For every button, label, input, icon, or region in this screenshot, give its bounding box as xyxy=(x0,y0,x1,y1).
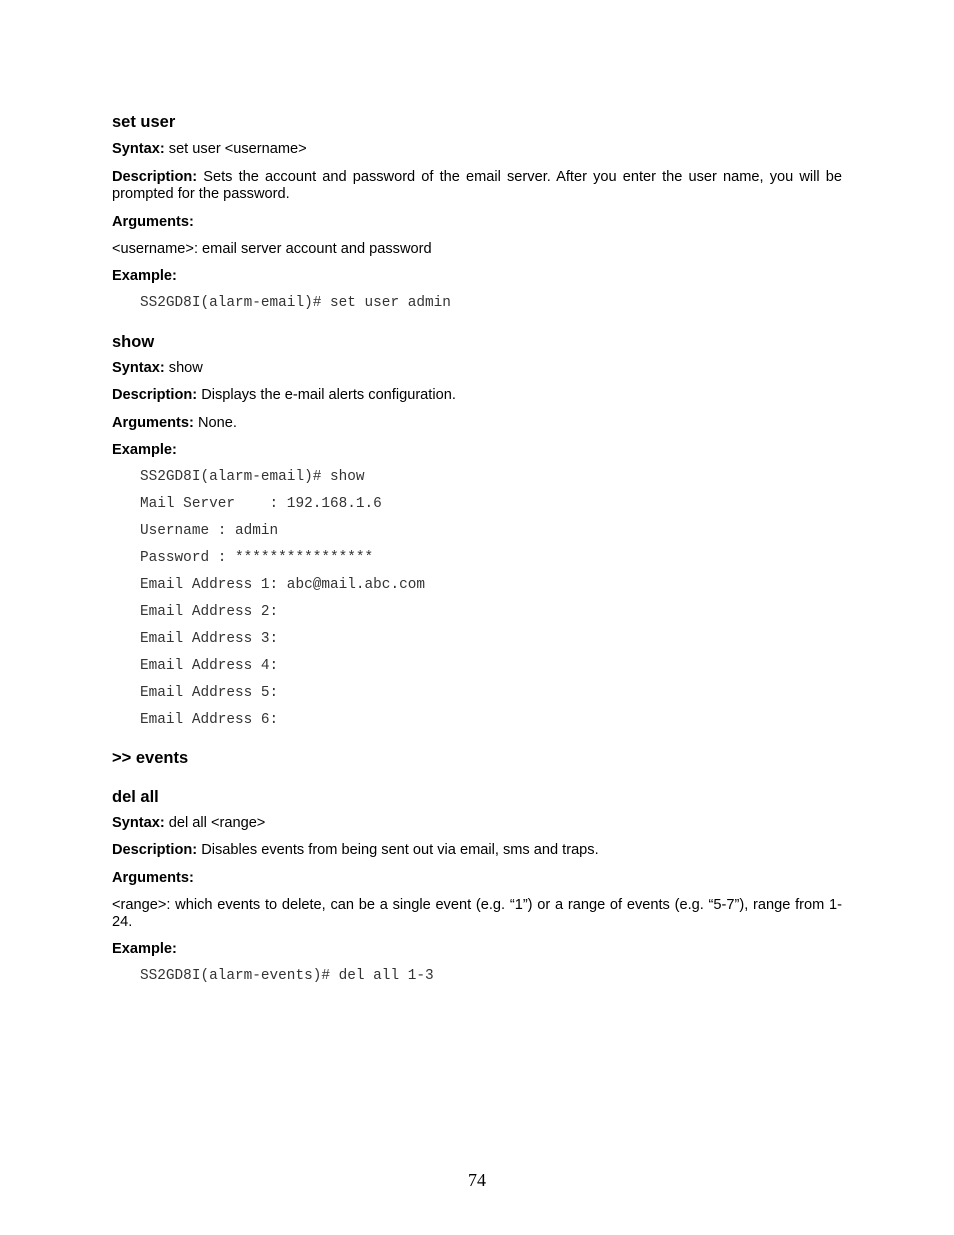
del-all-example-label: Example: xyxy=(112,941,177,957)
set-user-syntax xyxy=(112,141,842,158)
set-user-arguments-label: Arguments: xyxy=(112,214,194,230)
set-user-example-label: Example: xyxy=(112,268,177,284)
code-line: Email Address 6: xyxy=(140,712,279,728)
del-all-arguments-label: Arguments: xyxy=(112,870,194,886)
del-all-description xyxy=(112,842,842,859)
show-syntax xyxy=(112,360,842,377)
arguments-text: None. xyxy=(193,415,237,431)
code-line: Email Address 4: xyxy=(140,658,279,674)
del-all-example-code: SS2GD8I(alarm-events)# del all 1-3 xyxy=(140,968,434,984)
arguments-label: Arguments: xyxy=(112,415,194,431)
section-heading-set-user: set user xyxy=(112,113,176,131)
description-label: Description: xyxy=(112,387,198,403)
code-line: Email Address 2: xyxy=(140,604,279,620)
del-all-argument: <range>: which events to delete, can be a single event (e.g. “1”) or a range of events (e.g. “5-7”), range from 1-24. xyxy=(112,897,842,930)
set-user-argument: <username>: email server account and password xyxy=(112,241,432,257)
code-line: Email Address 3: xyxy=(140,631,279,647)
section-heading-del-all: del all xyxy=(112,788,159,806)
page-content xyxy=(112,112,842,985)
code-line: SS2GD8I(alarm-email)# show xyxy=(140,469,365,485)
page-number: 74 xyxy=(468,1170,486,1190)
description-text: Displays the e-mail alerts configuration. xyxy=(197,387,456,403)
syntax-label: Syntax: xyxy=(112,815,165,831)
syntax-label: Syntax: xyxy=(112,360,165,376)
code-line: Username : admin xyxy=(140,523,279,539)
del-all-syntax xyxy=(112,815,842,832)
show-description xyxy=(112,387,842,404)
show-example-code-block xyxy=(112,469,842,729)
syntax-label: Syntax: xyxy=(112,141,165,157)
description-text: Disables events from being sent out via email, sms and traps. xyxy=(197,842,599,858)
syntax-text: set user <username> xyxy=(164,141,307,157)
description-label: Description: xyxy=(112,842,198,858)
section-heading-events: >> events xyxy=(112,749,189,767)
syntax-text: del all <range> xyxy=(164,815,266,831)
code-line: Email Address 5: xyxy=(140,685,279,701)
show-example-label: Example: xyxy=(112,442,177,458)
code-line: Mail Server : 192.168.1.6 xyxy=(140,496,382,512)
show-arguments xyxy=(112,415,842,432)
set-user-example-code: SS2GD8I(alarm-email)# set user admin xyxy=(140,295,451,311)
set-user-description xyxy=(112,169,842,203)
syntax-text: show xyxy=(164,360,203,376)
description-label: Description: xyxy=(112,169,198,185)
section-heading-show: show xyxy=(112,333,155,351)
code-line: Email Address 1: abc@mail.abc.com xyxy=(140,577,425,593)
description-text: Sets the account and password of the email server. After you enter the user name, you will be prompted for the password. xyxy=(112,169,842,202)
code-line: Password : **************** xyxy=(140,550,374,566)
